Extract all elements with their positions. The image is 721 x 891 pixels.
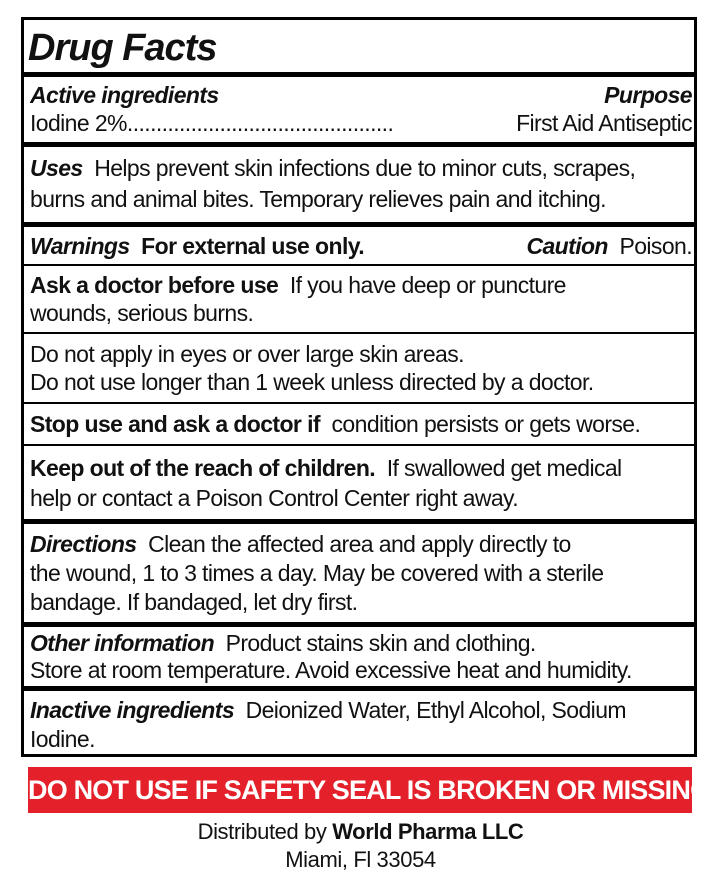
inactive-line-1 [30,696,692,724]
keep-out-line-2 [30,484,692,512]
other-info-text-1: Product stains skin and clothing. [225,630,536,656]
ingredient-name: Iodine 2% [30,110,127,136]
divider [24,222,694,227]
stop-use-row [30,410,692,438]
divider [24,686,694,691]
inactive-text-2: Iodine. [30,726,95,752]
safety-seal-warning: DO NOT USE IF SAFETY SEAL IS BROKEN OR MISSING [28,767,692,813]
uses-heading: Uses [30,155,83,181]
uses-text-1: Helps prevent skin infections due to minor cuts, scrapes, [94,155,636,181]
keep-out-text-2: help or contact a Poison Control Center right away. [30,485,519,511]
warnings-row [30,232,692,260]
divider [24,519,694,524]
divider [24,264,694,266]
inactive-heading: Inactive ingredients [30,697,235,723]
directions-heading: Directions [30,531,137,557]
active-ingredients-header [30,81,692,109]
keep-out-heading: Keep out of the reach of children. [30,455,376,481]
keep-out-text-1: If swallowed get medical [386,455,622,481]
ingredient-purpose: First Aid Antiseptic [516,110,692,136]
caution-text: Poison. [619,233,692,259]
other-info-heading: Other information [30,630,215,656]
company-name: World Pharma LLC [332,819,524,844]
do-not-text-2: Do not use longer than 1 week unless directed by a doctor. [30,369,594,395]
ask-doctor-line-2 [30,299,692,327]
uses-line-1 [30,154,692,182]
active-ingredient-row [30,109,692,137]
leader-dots: .............................................. [126,110,394,136]
keep-out-line-1 [30,454,692,482]
address-line [0,846,721,874]
directions-text-1: Clean the affected area and apply directly to [148,531,571,557]
inactive-text-1: Deionized Water, Ethyl Alcohol, Sodium [245,697,626,723]
ask-doctor-line-1 [30,271,692,299]
purpose-heading: Purpose [604,82,692,108]
ask-doctor-heading: Ask a doctor before use [30,272,279,298]
directions-text-3: bandage. If bandaged, let dry first. [30,589,358,615]
distributed-by-text: Distributed by [197,819,327,844]
divider [24,622,694,627]
stop-use-text: condition persists or gets worse. [331,411,641,437]
uses-line-2 [30,185,692,213]
directions-line-2 [30,559,692,587]
divider [24,444,694,446]
distributor-line [0,818,721,846]
address-text: Miami, Fl 33054 [285,847,436,872]
warnings-heading: Warnings [30,233,130,259]
directions-line-1 [30,530,692,558]
external-use-text: For external use only. [141,233,365,259]
directions-text-2: the wound, 1 to 3 times a day. May be covered with a sterile [30,560,604,586]
do-not-line-2 [30,368,692,396]
active-ingredients-heading: Active ingredients [30,82,219,108]
directions-line-3 [30,588,692,616]
inactive-line-2 [30,725,692,753]
stop-use-heading: Stop use and ask a doctor if [30,411,320,437]
other-info-line-2 [30,656,692,684]
do-not-line-1 [30,340,692,368]
divider [24,72,694,77]
divider [24,402,694,404]
do-not-text-1: Do not apply in eyes or over large skin areas. [30,341,464,367]
other-info-text-2: Store at room temperature. Avoid excessive heat and humidity. [30,657,632,683]
other-info-line-1 [30,629,692,657]
ask-doctor-text-1: If you have deep or puncture [289,272,566,298]
ask-doctor-text-2: wounds, serious burns. [30,300,254,326]
divider [24,142,694,147]
caution-heading: Caution [526,233,608,259]
divider [24,332,694,334]
uses-text-2: burns and animal bites. Temporary relieves pain and itching. [30,186,606,212]
drug-facts-title: Drug Facts [28,27,217,69]
